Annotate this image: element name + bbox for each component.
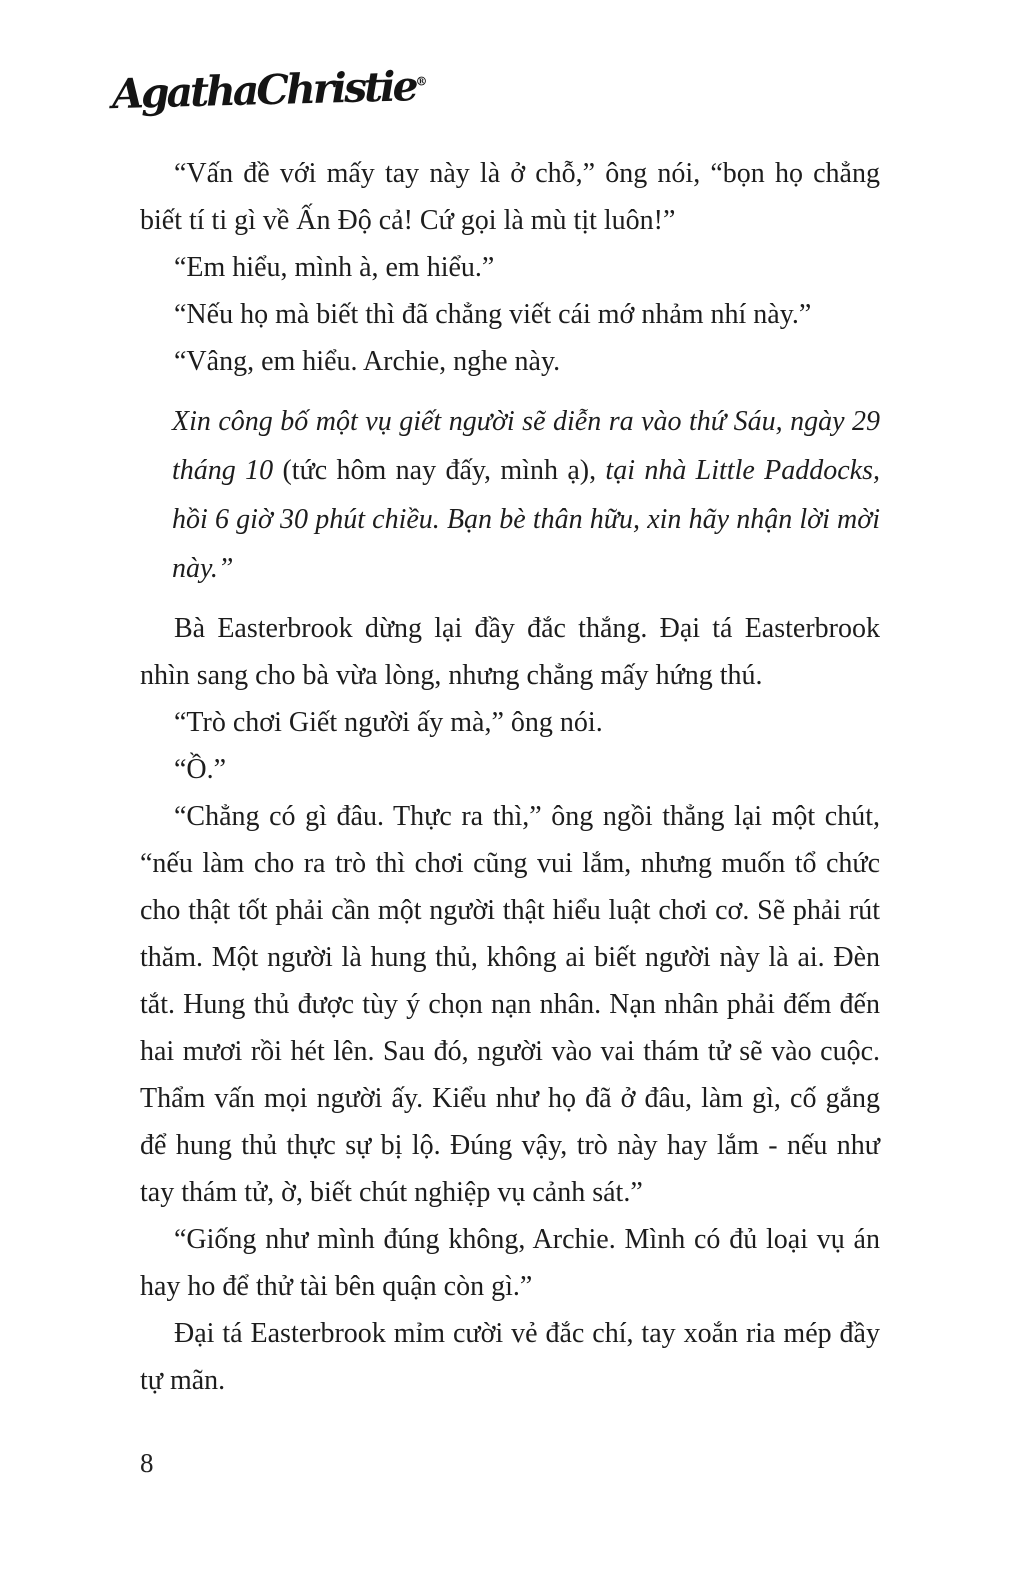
paragraph-dialogue: “Trò chơi Giết người ấy mà,” ông nói. bbox=[174, 707, 603, 738]
paragraph-dialogue: “Ồ.” bbox=[174, 754, 227, 785]
body-text bbox=[140, 150, 880, 1404]
paragraph-dialogue: “Vấn đề với mấy tay này là ở chỗ,” ông nói, “bọn họ chẳng biết tí ti gì về Ấn Độ cả! Cứ gọi là mù tịt luôn!” bbox=[140, 158, 880, 236]
murder-announcement-quote bbox=[172, 397, 880, 593]
signature-text: AgathaChristie bbox=[111, 62, 417, 119]
quote-italic-segment: tại nhà Little Paddocks, hồi 6 giờ 30 phút chiều. Bạn bè thân hữu, xin hãy nhận lời mời này.” bbox=[172, 455, 881, 584]
paragraph-narration: Đại tá Easterbrook mỉm cười vẻ đắc chí, tay xoắn ria mép đầy tự mãn. bbox=[140, 1318, 880, 1396]
agatha-christie-signature-logo bbox=[111, 62, 428, 118]
paragraph-dialogue: “Vâng, em hiểu. Archie, nghe này. bbox=[174, 346, 561, 377]
page-number: 8 bbox=[140, 1448, 154, 1478]
registered-trademark-mark: ® bbox=[415, 74, 428, 89]
paragraph-dialogue: “Em hiểu, mình à, em hiểu.” bbox=[174, 252, 495, 283]
paragraph-narration: Bà Easterbrook dừng lại đầy đắc thắng. Đại tá Easterbrook nhìn sang cho bà vừa lòng, nhưng chẳng mấy hứng thú. bbox=[140, 613, 880, 691]
quote-italic-segment: Xin công bố một vụ giết người sẽ diễn ra vào thứ Sáu, ngày 29 tháng 10 bbox=[172, 406, 880, 486]
paragraph-dialogue: “Nếu họ mà biết thì đã chẳng viết cái mớ nhảm nhí này.” bbox=[174, 299, 812, 330]
paragraph-dialogue: “Giống như mình đúng không, Archie. Mình có đủ loại vụ án hay ho để thử tài bên quận còn gì.” bbox=[140, 1224, 880, 1302]
paragraph-dialogue: “Chẳng có gì đâu. Thực ra thì,” ông ngồi thẳng lại một chút, “nếu làm cho ra trò thì chơi cũng vui lắm, nhưng muốn tổ chức cho thật tốt phải cần một người thật hiểu luật chơi cơ. Sẽ phải rút thăm. Một người là hung thủ, không ai biết người này là ai. Đèn tắt. Hung thủ được tùy ý chọn nạn nhân. Nạn nhân phải đếm đến hai mươi rồi hét lên. Sau đó, người vào vai thám tử sẽ vào cuộc. Thẩm vấn mọi người ấy. Kiểu như họ đã ở đâu, làm gì, cố gắng để hung thủ thực sự bị lộ. Đúng vậy, trò này hay lắm - nếu như tay thám tử, ờ, biết chút nghiệp vụ cảnh sát.” bbox=[140, 801, 880, 1208]
quote-roman-segment: (tức hôm nay đấy, mình ạ), bbox=[282, 455, 606, 486]
